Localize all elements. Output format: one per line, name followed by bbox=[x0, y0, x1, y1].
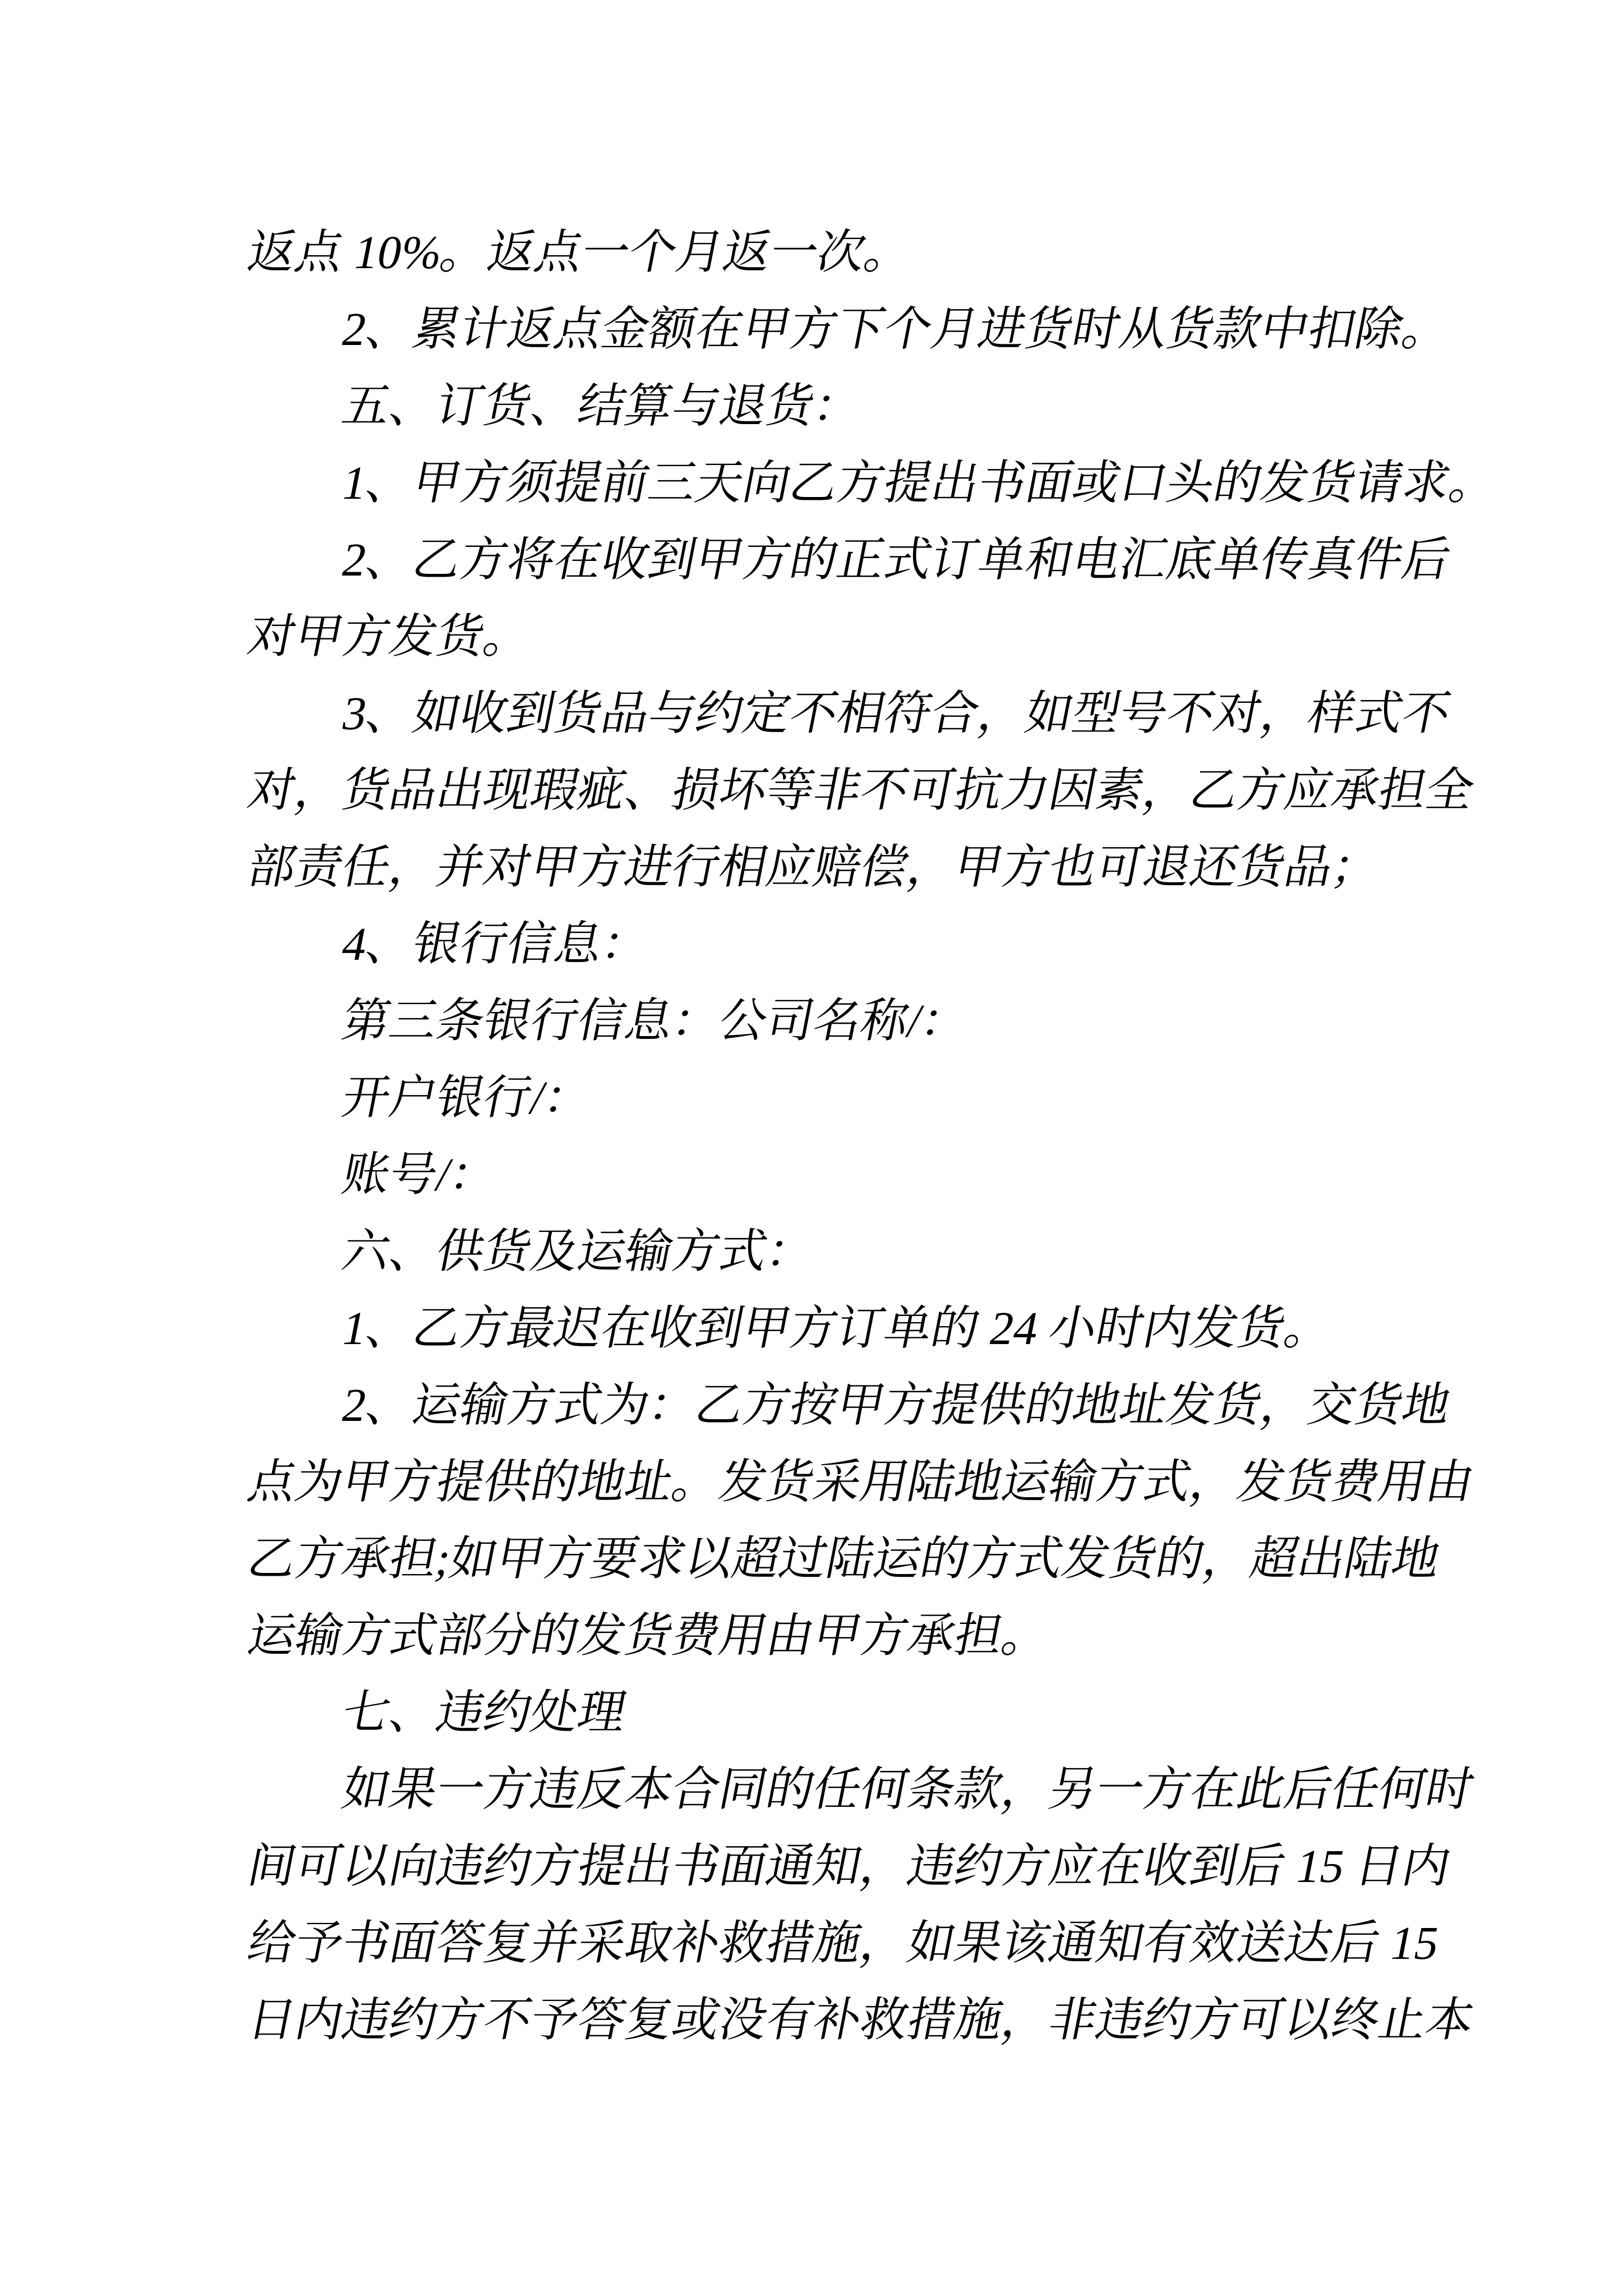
text-line: 间可以向违约方提出书面通知，违约方应在收到后 15 日内 bbox=[243, 1841, 1455, 1893]
text-line: 1、甲方须提前三天向乙方提出书面或口头的发货请求。 bbox=[338, 457, 1502, 509]
contract-text-block bbox=[241, 214, 1502, 2059]
text-line: 第三条银行信息：公司名称/： bbox=[338, 995, 974, 1047]
text-line: 3、如收到货品与约定不相符合，如型号不对，样式不 bbox=[338, 688, 1455, 740]
text-line: 2、乙方将在收到甲方的正式订单和电汇底单传真件后 bbox=[338, 534, 1455, 586]
text-line: 点为甲方提供的地址。发货采用陆地运输方式，发货费用由 bbox=[243, 1456, 1479, 1508]
text-line: 乙方承担;如甲方要求以超过陆运的方式发货的，超出陆地 bbox=[243, 1533, 1445, 1585]
text-line: 1、乙方最迟在收到甲方订单的 24 小时内发货。 bbox=[338, 1303, 1338, 1355]
text-line: 返点 10%。返点一个月返一次。 bbox=[243, 227, 917, 279]
text-line: 运输方式部分的发货费用由甲方承担。 bbox=[243, 1610, 1055, 1662]
text-line: 六、供货及运输方式： bbox=[338, 1226, 819, 1278]
text-line: 开户银行/： bbox=[338, 1072, 597, 1124]
text-line: 对甲方发货。 bbox=[243, 611, 537, 663]
text-line: 如果一方违反本合同的任何条款，另一方在此后任何时 bbox=[338, 1764, 1479, 1816]
text-line: 2、运输方式为：乙方按甲方提供的地址发货，交货地 bbox=[338, 1379, 1455, 1432]
text-line: 日内违约方不予答复或没有补救措施，非违约方可以终止本 bbox=[243, 1994, 1479, 2046]
text-line: 七、违约处理 bbox=[338, 1687, 631, 1739]
text-line: 对，货品出现瑕疵、损坏等非不可抗力因素，乙方应承担全 bbox=[243, 765, 1479, 817]
text-line: 账号/： bbox=[338, 1149, 502, 1201]
text-line: 部责任，并对甲方进行相应赔偿，甲方也可退还货品； bbox=[243, 841, 1385, 894]
text-line: 五、订货、结算与退货： bbox=[338, 380, 866, 432]
text-line: 2、累计返点金额在甲方下个月进货时从货款中扣除。 bbox=[338, 303, 1455, 356]
text-line: 4、银行信息： bbox=[338, 918, 654, 970]
text-line: 给予书面答复并采取补救措施，如果该通知有效送达后 15 bbox=[243, 1917, 1444, 1970]
